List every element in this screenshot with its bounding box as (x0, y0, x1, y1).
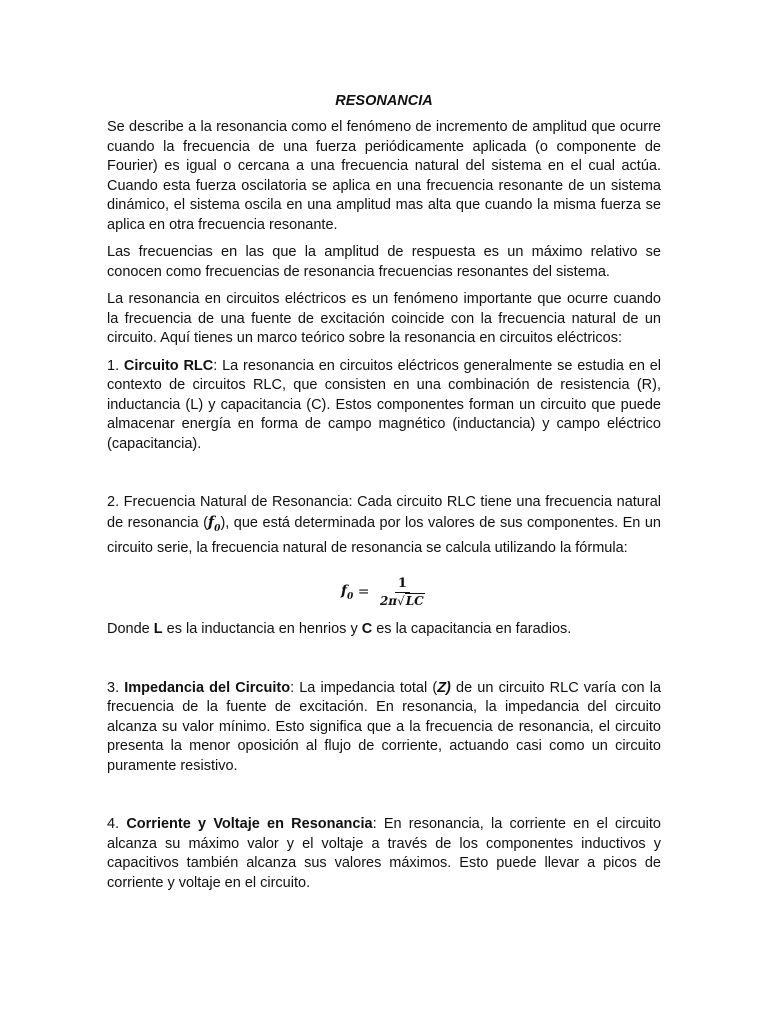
resonance-formula: $f_0$ = $\frac{1}{2\pi√LC}$ (341, 576, 424, 609)
paragraph-frequencies: Las frecuencias en las que la amplitud de respuesta es un máximo relativo se conocen como frecuencias de resonancia frecuencias resonantes del sistema. (107, 244, 661, 280)
paragraph-circuits-intro: La resonancia en circuitos eléctricos es un fenómeno importante que ocurre cuando la frecuencia de una fuente de excitación coincide con la frecuencia natural de un circuito. Aquí tienes un marco teórico sobre la resonancia en circuitos eléctricos: (107, 291, 661, 346)
paragraph-definition: Se describe a la resonancia como el fenómeno de incremento de amplitud que ocurre cuando la frecuencia de una fuerza periódicamente aplicada (o componente de Fourier) es igual o cercana a una frecuencia natural del sistema en el cual actúa. Cuando esta fuerza oscilatoria se aplica en una frecuencia resonante de un sistema dinámico, el sistema oscila en una amplitud mas alta que cuando la misma fuerza se aplica en otra frecuencia resonante. (107, 119, 661, 233)
item-frecuencia-natural: 2. Frecuencia Natural de Resonancia: Cada circuito RLC tiene una frecuencia natural de resonancia $(f_0)$, que está determinada por los valores de sus componentes. En un circuito serie, la frecuencia natural de resonancia se calcula utilizando la fórmula: (107, 494, 661, 556)
item-heading: Impedancia del Circuito (124, 679, 291, 696)
f0-symbol: $f_0$ (207, 513, 221, 534)
document-title: RESONANCIA (335, 93, 433, 109)
item-corriente-voltaje: 4. Corriente y Voltaje en Resonancia: En resonancia, la corriente en el circuito alcanza su máximo valor y el voltaje a través de los componentes inductivos y capacitivos también alcanza sus valores máximos. Esto puede llevar a picos de corriente y voltaje en el circuito. (107, 816, 661, 891)
item-circuito-rlc: 1. Circuito RLC: La resonancia en circuitos eléctricos generalmente se estudia en el contexto de circuitos RLC, que consisten en una combinación de resistencia (R), inductancia (L) y capacitancia (C). Estos componentes forman un circuito que puede almacenar energía en forma de campo magnético (inductancia) y campo eléctrico (capacitancia). (107, 357, 661, 452)
paragraph-donde: Donde L es la inductancia en henrios y C es la capacitancia en faradios. (107, 621, 572, 638)
item-heading: Circuito RLC (123, 357, 214, 374)
item-heading: Corriente y Voltaje en Resonancia (126, 816, 373, 833)
item-impedancia: 3. Impedancia del Circuito: La impedancia total (Z) de un circuito RLC varía con la frecuencia de la fuente de excitación. En resonancia, la impedancia del circuito alcanza su valor mínimo. Esto significa que a la frecuencia de resonancia, el circuito presenta la menor oposición al flujo de corriente, actuando casi como un circuito puramente resistivo. (107, 679, 662, 774)
formula-fraction: $\frac{1}{2\pi√LC}$ (379, 576, 424, 609)
document-page (107, 92, 661, 893)
